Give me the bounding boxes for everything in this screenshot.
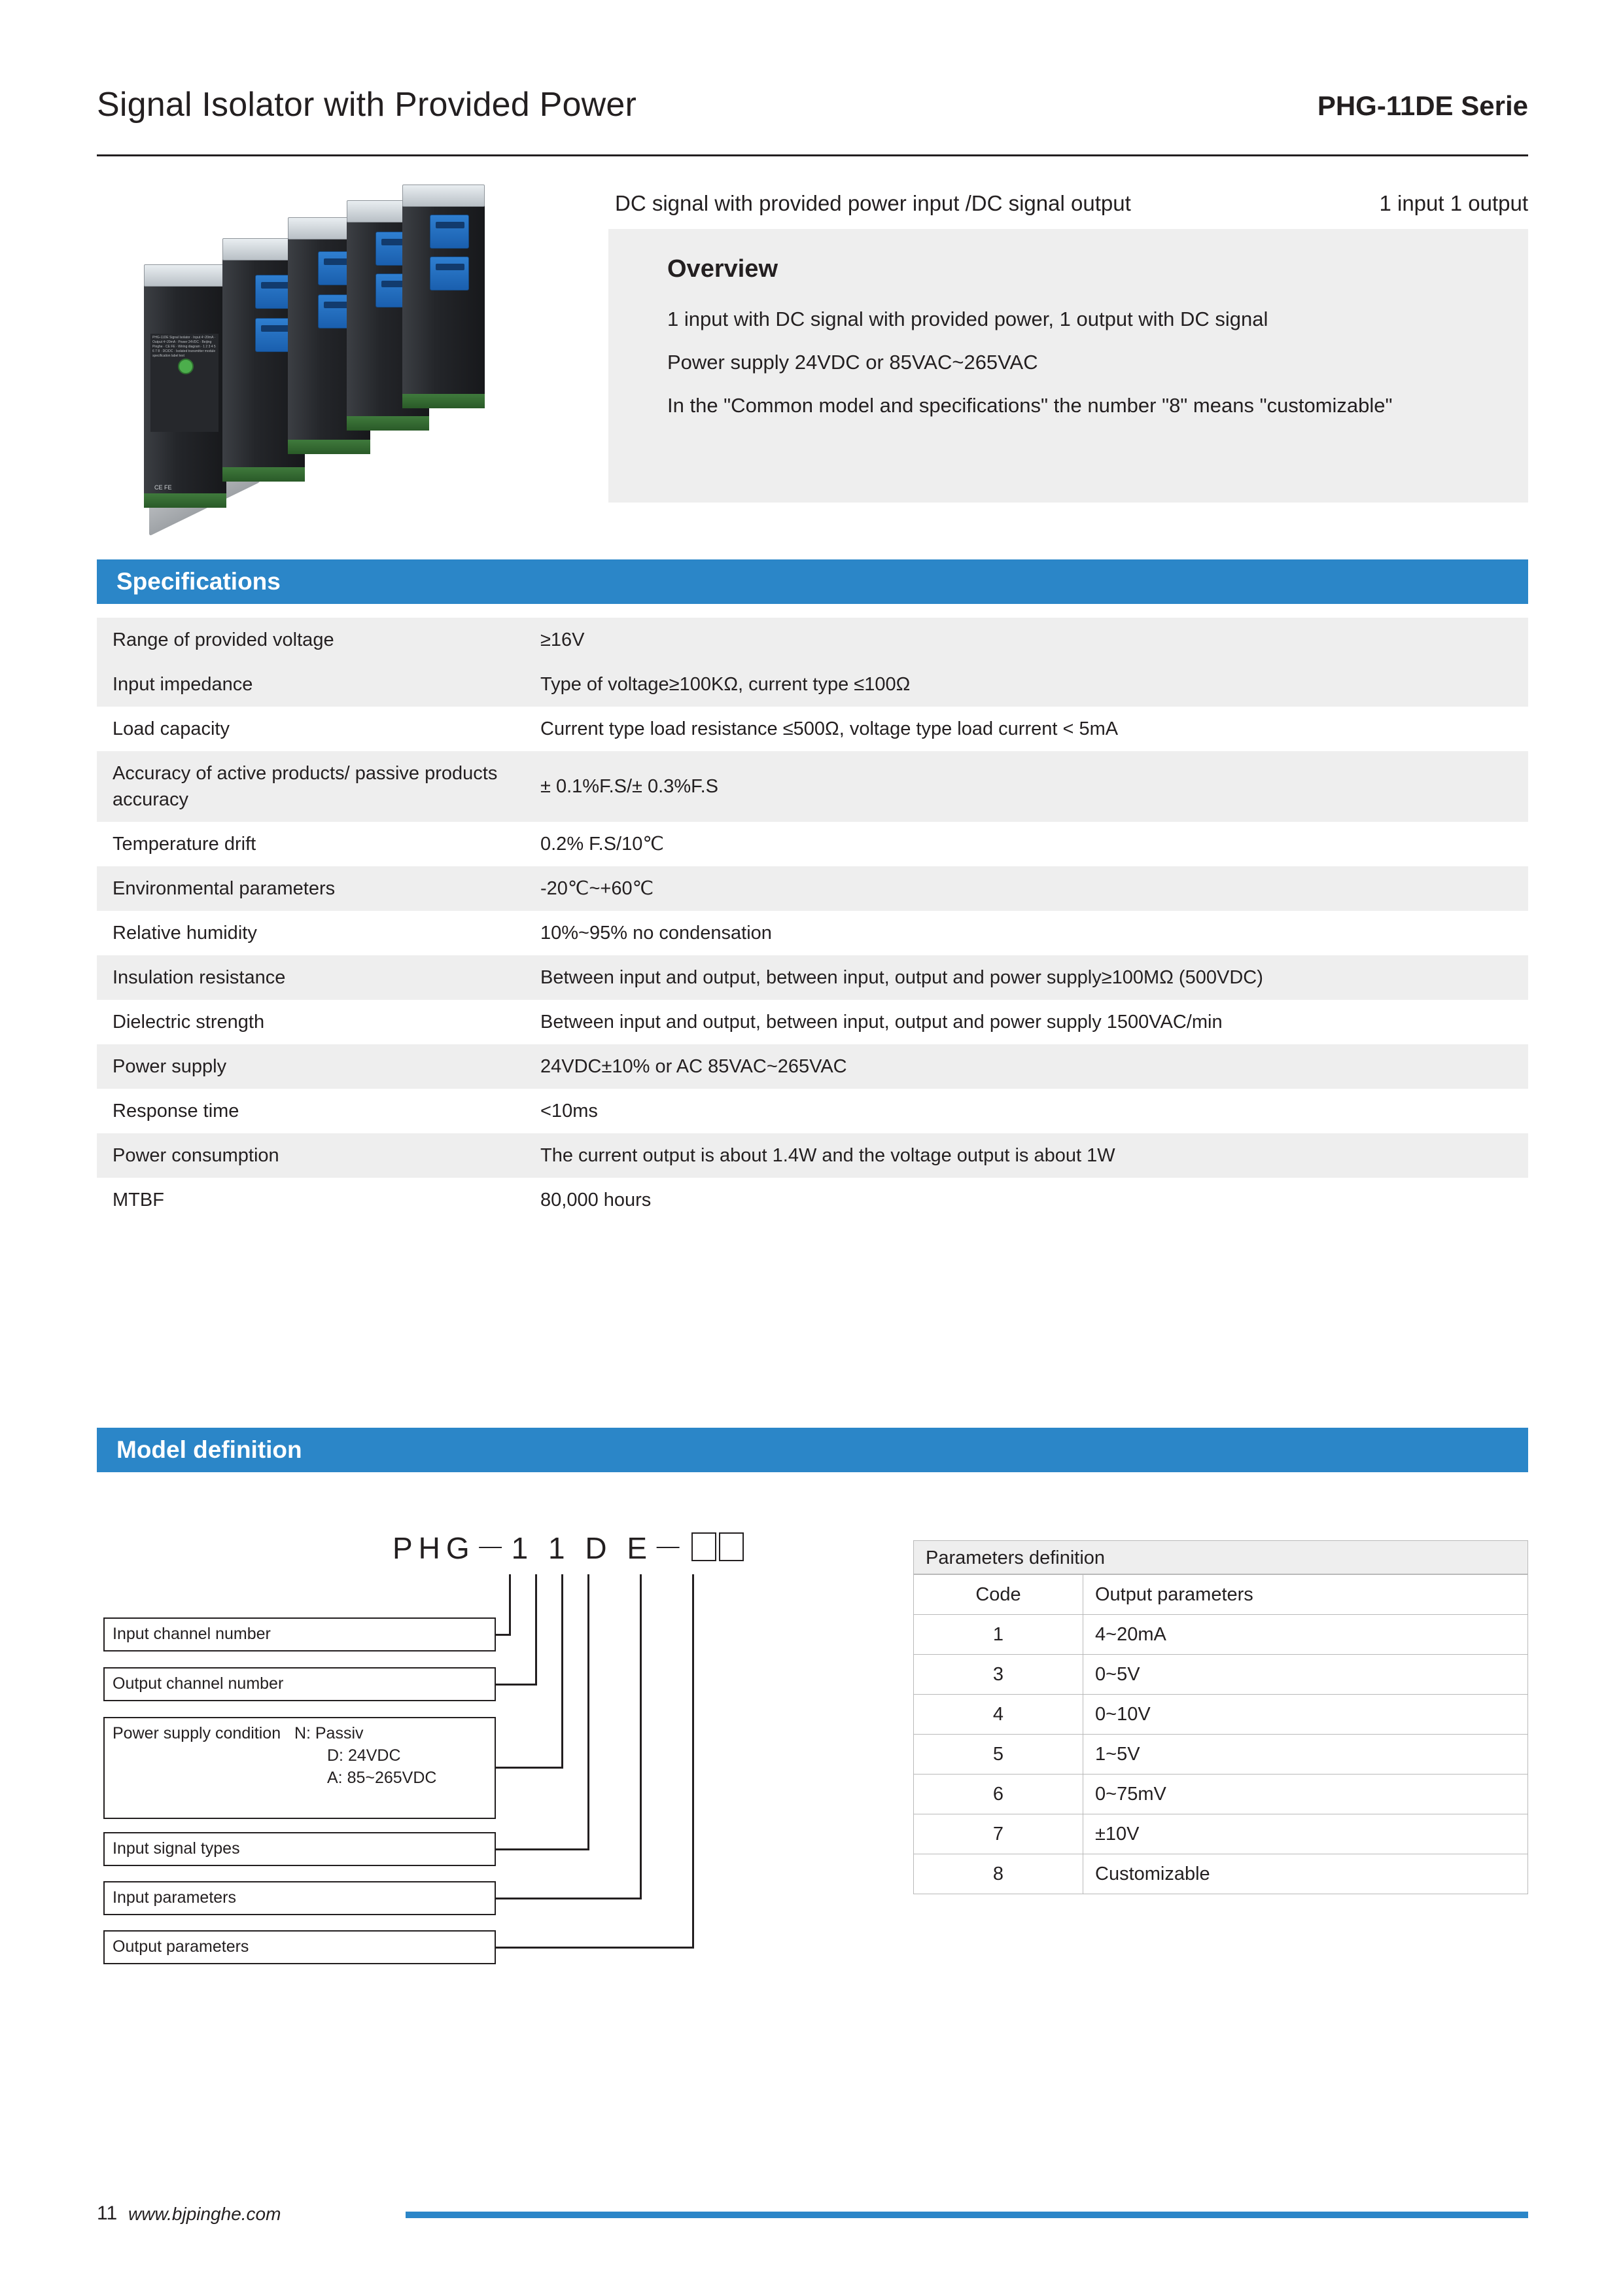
- param-code: 6: [914, 1775, 1083, 1814]
- spec-value: Current type load resistance ≤500Ω, voltage type load current < 5mA: [525, 707, 1528, 751]
- spec-key: Temperature drift: [97, 822, 525, 866]
- spec-value: <10ms: [525, 1089, 1528, 1133]
- leader-line-input-params-h: [496, 1898, 641, 1899]
- section-specifications-title: Specifications: [116, 568, 281, 595]
- leader-line-power-v: [561, 1574, 563, 1769]
- model-code-box-2: [719, 1532, 744, 1561]
- leader-line-input-signal-h: [496, 1848, 589, 1850]
- module-connector-green: [402, 394, 485, 408]
- product-signal-line-wrap: [615, 191, 1528, 221]
- module-connector-green: [222, 467, 305, 482]
- table-row: [97, 1133, 1528, 1178]
- param-value: Customizable: [1083, 1854, 1528, 1894]
- spec-value: Type of voltage≥100KΩ, current type ≤100Ω: [525, 662, 1528, 707]
- product-module-1: [144, 281, 226, 497]
- overview-line-2: Power supply 24VDC or 85VAC~265VAC: [667, 351, 1038, 374]
- spec-value: The current output is about 1.4W and the voltage output is about 1W: [525, 1133, 1528, 1178]
- callout-label: Input parameters: [113, 1888, 236, 1907]
- module-mark: CE FE: [154, 484, 172, 491]
- module-connector-green: [347, 416, 429, 431]
- overview-line-3: In the "Common model and specifications" the number "8" means "customizable": [667, 394, 1393, 417]
- param-code: 1: [914, 1615, 1083, 1655]
- overview-body: [667, 298, 1505, 427]
- leader-line-output-channel-v: [535, 1574, 537, 1686]
- table-row: [97, 1178, 1528, 1222]
- leader-line-input-channel-v: [509, 1574, 511, 1636]
- spec-key: Load capacity: [97, 707, 525, 751]
- callout-label: Output parameters: [113, 1937, 249, 1956]
- table-row: [97, 822, 1528, 866]
- parameters-caption: Parameters definition: [913, 1540, 1528, 1574]
- leader-line-power-h: [496, 1767, 563, 1769]
- spec-key: Power supply: [97, 1044, 525, 1089]
- module-connector-green: [144, 493, 226, 508]
- param-code: 7: [914, 1814, 1083, 1854]
- callout-label: Input signal types: [113, 1839, 240, 1858]
- callout-label: [113, 1722, 487, 1744]
- section-specifications: [97, 559, 1528, 604]
- table-row: [97, 751, 1528, 822]
- series-label: PHG-11DE Serie: [1317, 90, 1528, 121]
- page-title: Signal Isolator with Provided Power: [97, 86, 637, 124]
- table-row: [97, 911, 1528, 955]
- footer-website: www.bjpinghe.com: [128, 2204, 281, 2224]
- param-code: 5: [914, 1735, 1083, 1775]
- spec-value: 24VDC±10% or AC 85VAC~265VAC: [525, 1044, 1528, 1089]
- leader-line-input-channel-h: [496, 1634, 510, 1636]
- callout-power-opt-d: D: 24VDC: [327, 1746, 401, 1765]
- callout-power-opt-a: A: 85~265VDC: [327, 1769, 437, 1787]
- spec-value: 80,000 hours: [525, 1178, 1528, 1222]
- status-led: [178, 359, 194, 374]
- callout-output-parameters: [103, 1930, 496, 1964]
- parameters-definition-panel: [913, 1540, 1528, 1894]
- param-value: 4~20mA: [1083, 1615, 1528, 1655]
- leader-line-input-params-v: [640, 1574, 642, 1899]
- leader-line-output-channel-h: [496, 1684, 536, 1686]
- section-model-definition: [97, 1428, 1528, 1472]
- spec-value: Between input and output, between input, output and power supply≥100MΩ (500VDC): [525, 955, 1528, 1000]
- param-value: 1~5V: [1083, 1735, 1528, 1775]
- spec-key: MTBF: [97, 1178, 525, 1222]
- callout-input-parameters: [103, 1881, 496, 1915]
- table-row: [97, 1089, 1528, 1133]
- spec-value: ± 0.1%F.S/± 0.3%F.S: [525, 751, 1528, 822]
- product-module-5: [402, 202, 485, 398]
- spec-value: -20℃~+60℃: [525, 866, 1528, 911]
- leader-line-input-signal-v: [587, 1574, 589, 1850]
- spec-value: 0.2% F.S/10℃: [525, 822, 1528, 866]
- leader-line-output-params-h: [496, 1947, 693, 1949]
- model-code-text: PHG－1 1 D E－: [393, 1531, 689, 1565]
- callout-label: Input channel number: [113, 1625, 271, 1643]
- model-code-box-1: [691, 1532, 716, 1561]
- param-code: 8: [914, 1854, 1083, 1894]
- product-photo: [131, 183, 536, 523]
- table-row: [914, 1814, 1528, 1854]
- module-connector-green: [288, 440, 370, 454]
- table-row: [914, 1655, 1528, 1695]
- table-row: [914, 1615, 1528, 1655]
- callout-input-signal-types: [103, 1832, 496, 1866]
- table-row: [97, 866, 1528, 911]
- spec-key: Response time: [97, 1089, 525, 1133]
- spec-key: Environmental parameters: [97, 866, 525, 911]
- spec-value: 10%~95% no condensation: [525, 911, 1528, 955]
- table-row: [97, 1044, 1528, 1089]
- parameters-table: [913, 1574, 1528, 1894]
- product-signal-line: DC signal with provided power input /DC signal output: [615, 191, 1131, 215]
- table-row: [97, 662, 1528, 707]
- table-row: [914, 1735, 1528, 1775]
- terminal-block: [430, 256, 469, 291]
- spec-key: Power consumption: [97, 1133, 525, 1178]
- module-cap: [402, 185, 485, 207]
- header-divider: [97, 154, 1528, 156]
- product-io-line: 1 input 1 output: [1379, 191, 1528, 215]
- module-label: PHG-11DE Signal Isolator · Input 4~20mA · Output 4~20mA · Power 24VDC · Beijing Pinghe · CE FE · Wiring diagram · 1 2 3 4 5 6 7 8 · DC/DC · Isolated transmitter module specification label text: [150, 334, 218, 432]
- spec-key: Relative humidity: [97, 911, 525, 955]
- param-code: 4: [914, 1695, 1083, 1735]
- spec-value: ≥16V: [525, 618, 1528, 662]
- module-cap: [144, 264, 226, 287]
- callout-label: Output channel number: [113, 1674, 284, 1693]
- spec-key: Accuracy of active products/ passive products accuracy: [97, 751, 525, 822]
- terminal-block: [430, 215, 469, 249]
- spec-key: Range of provided voltage: [97, 618, 525, 662]
- overview-line-1: 1 input with DC signal with provided power, 1 output with DC signal: [667, 308, 1268, 330]
- model-code: [393, 1525, 744, 1568]
- table-row: [97, 955, 1528, 1000]
- callout-power-label: Power supply condition: [113, 1724, 281, 1742]
- table-row: [914, 1775, 1528, 1814]
- section-model-definition-title: Model definition: [116, 1436, 302, 1463]
- param-value: ±10V: [1083, 1814, 1528, 1854]
- spec-key: Dielectric strength: [97, 1000, 525, 1044]
- table-header-row: [914, 1575, 1528, 1615]
- column-header-output-parameters: Output parameters: [1083, 1575, 1528, 1615]
- table-row: [97, 707, 1528, 751]
- column-header-code: Code: [914, 1575, 1083, 1615]
- page-header: [97, 85, 1528, 148]
- table-row: [914, 1854, 1528, 1894]
- spec-key: Insulation resistance: [97, 955, 525, 1000]
- callout-power-opt-n: N: Passiv: [294, 1724, 364, 1742]
- specifications-table: [97, 618, 1528, 1222]
- spec-value: Between input and output, between input, output and power supply 1500VAC/min: [525, 1000, 1528, 1044]
- param-value: 0~10V: [1083, 1695, 1528, 1735]
- table-row: [97, 618, 1528, 662]
- param-code: 3: [914, 1655, 1083, 1695]
- callout-output-channel-number: [103, 1667, 496, 1701]
- table-row: [97, 1000, 1528, 1044]
- callout-input-channel-number: [103, 1617, 496, 1651]
- param-value: 0~5V: [1083, 1655, 1528, 1695]
- footer-accent-bar: [406, 2212, 1528, 2218]
- callout-power-supply-condition: [103, 1717, 496, 1819]
- spec-key: Input impedance: [97, 662, 525, 707]
- overview-title: Overview: [667, 255, 778, 283]
- page-number: 11: [97, 2202, 118, 2224]
- leader-line-output-params-v: [692, 1574, 694, 1949]
- table-row: [914, 1695, 1528, 1735]
- param-value: 0~75mV: [1083, 1775, 1528, 1814]
